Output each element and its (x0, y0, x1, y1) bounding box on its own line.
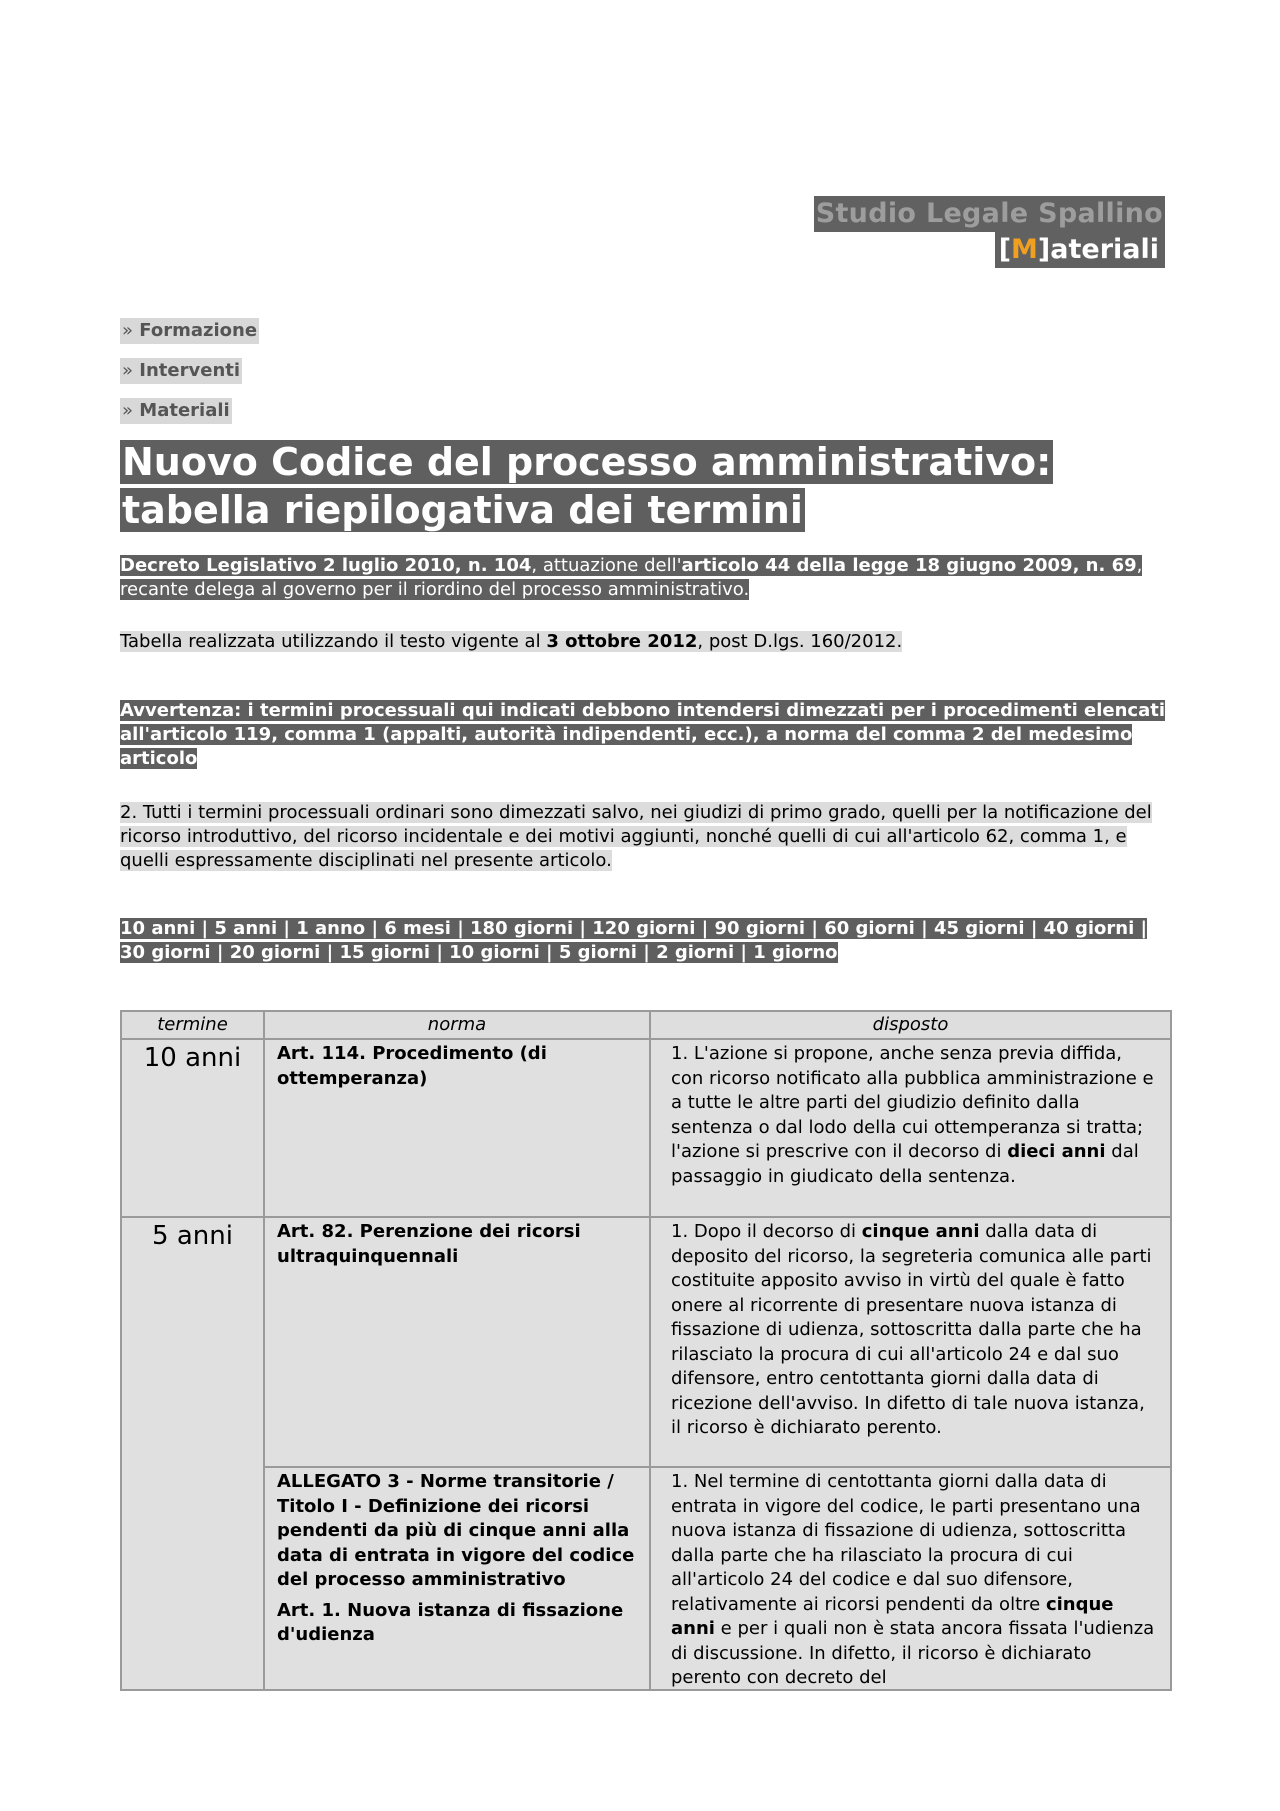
term-separator: | (195, 918, 215, 939)
term-separator: | (636, 942, 657, 963)
term-link[interactable]: 30 giorni (120, 942, 211, 963)
brand-subtitle[interactable]: [M]ateriali (995, 232, 1165, 268)
term-separator: | (371, 918, 385, 939)
nav-link-materiali[interactable]: » Materiali (120, 398, 232, 424)
brand-name[interactable]: Studio Legale Spallino (814, 196, 1165, 232)
header-termine: termine (121, 1011, 264, 1039)
term-separator: | (1024, 918, 1044, 939)
term-link[interactable]: 20 giorni (229, 942, 321, 963)
term-separator: | (210, 942, 230, 963)
article-quote: 2. Tutti i termini processuali ordinari sono dimezzati salvo, nei giudizi di primo grado, quelli per la notificazione del ricorso introduttivo, del ricorso incidentale e dei motivi aggiunti, nonché quelli di cui all'articolo 62, comma 1, e quelli espressamente disciplinati nel presente articolo. (120, 802, 1152, 871)
decree-reference: Decreto Legislativo 2 luglio 2010, n. 104, attuazione dell'articolo 44 della legge 18 giugno 2009, n. 69, recante delega al governo per il riordino del processo amministrativo. (120, 555, 1143, 600)
term-separator: | (1134, 918, 1148, 939)
term-cell: 10 anni (121, 1039, 264, 1217)
norma-cell: ALLEGATO 3 - Norme transitorie / Titolo I - Definizione dei ricorsi pendenti da più di cinque anni alla data di entrata in vigore del codice del processo amministrativo Art. 1. Nuova istanza di fissazione d'udienza (264, 1467, 650, 1690)
term-link[interactable]: 6 mesi (384, 918, 458, 939)
nav-link-formazione[interactable]: » Formazione (120, 318, 259, 344)
header-disposto: disposto (650, 1011, 1171, 1039)
decree-link[interactable]: Decreto Legislativo 2 luglio 2010, n. 104 (120, 555, 532, 576)
term-separator: | (457, 918, 471, 939)
table-row (121, 1217, 1171, 1467)
term-separator: | (805, 918, 825, 939)
table-row (121, 1039, 1171, 1217)
brand-accent-letter: M (1011, 234, 1038, 265)
term-link[interactable]: 1 anno (296, 918, 372, 939)
norma-cell: Art. 82. Perenzione dei ricorsi ultraquinquennali (264, 1217, 650, 1467)
term-link[interactable]: 180 giorni (470, 918, 574, 939)
term-cell: 5 anni (121, 1217, 264, 1690)
main-content (120, 318, 1170, 965)
term-separator: | (320, 942, 340, 963)
term-separator: | (539, 942, 559, 963)
term-link[interactable]: 10 giorni (449, 942, 540, 963)
disposto-cell: 1. Nel termine di centottanta giorni dalla data di entrata in vigore del codice, le parti presentano una nuova istanza di fissazione di udienza, sottoscritta dalla parte che ha rilasciato la procura di cui all'articolo 24 del codice e dal suo difensore, relativamente ai ricorsi pendenti da oltre cinque anni e per i quali non è stata ancora fissata l'udienza di discussione. In difetto, il ricorso è dichiarato perento con decreto del (650, 1467, 1171, 1690)
disposto-cell: 1. L'azione si propone, anche senza previa diffida, con ricorso notificato alla pubblica amministrazione e a tutte le altre parti del giudizio definito dalla sentenza o dal lodo della cui ottemperanza si tratta; l'azione si prescrive con il decorso di dieci anni dal passaggio in giudicato della sentenza. (650, 1039, 1171, 1217)
term-separator: | (277, 918, 297, 939)
term-separator: | (430, 942, 450, 963)
term-link[interactable]: 120 giorni (592, 918, 696, 939)
page-title: Nuovo Codice del processo amministrativo: tabella riepilogativa dei termini (122, 440, 1052, 532)
term-link[interactable]: 10 anni (120, 918, 196, 939)
nav-link-interventi[interactable]: » Interventi (120, 358, 242, 384)
term-link[interactable]: 40 giorni (1043, 918, 1135, 939)
brand-header (814, 196, 1165, 268)
term-link[interactable]: 45 giorni (933, 918, 1025, 939)
term-link[interactable]: 60 giorni (824, 918, 915, 939)
term-separator: | (695, 918, 715, 939)
table-row (121, 1467, 1171, 1690)
term-separator: | (734, 942, 754, 963)
text-version-note: Tabella realizzata utilizzando il testo vigente al 3 ottobre 2012, post D.lgs. 160/2012. (120, 631, 903, 652)
term-link[interactable]: 5 anni (214, 918, 278, 939)
term-separator: | (573, 918, 593, 939)
norma-cell: Art. 114. Procedimento (di ottemperanza) (264, 1039, 650, 1217)
term-link[interactable]: 2 giorni (656, 942, 735, 963)
term-index (120, 917, 1170, 965)
term-link[interactable]: 15 giorni (339, 942, 431, 963)
disposto-cell: 1. Dopo il decorso di cinque anni dalla data di deposito del ricorso, la segreteria comunica alle parti costituite apposito avviso in virtù del quale è fatto onere al ricorrente di presentare nuova istanza di fissazione di udienza, sottoscritta dalla parte che ha rilasciato la procura di cui all'articolo 24 e dal suo difensore, entro centottanta giorni dalla data di ricezione dell'avviso. In difetto di tale nuova istanza, il ricorso è dichiarato perento. (650, 1217, 1171, 1467)
warning-note: Avvertenza: i termini processuali qui indicati debbono intendersi dimezzati per i procedimenti elencati all'articolo 119, comma 1 (appalti, autorità indipendenti, ecc.), a norma del comma 2 del medesimo articolo (120, 700, 1166, 769)
term-link[interactable]: 90 giorni (714, 918, 806, 939)
terms-table (120, 1010, 1172, 1691)
term-link[interactable]: 1 giorno (753, 942, 838, 963)
term-separator: | (914, 918, 934, 939)
term-link[interactable]: 5 giorni (558, 942, 637, 963)
law-link[interactable]: articolo 44 della legge 18 giugno 2009, n. 69 (681, 555, 1137, 576)
header-norma: norma (264, 1011, 650, 1039)
